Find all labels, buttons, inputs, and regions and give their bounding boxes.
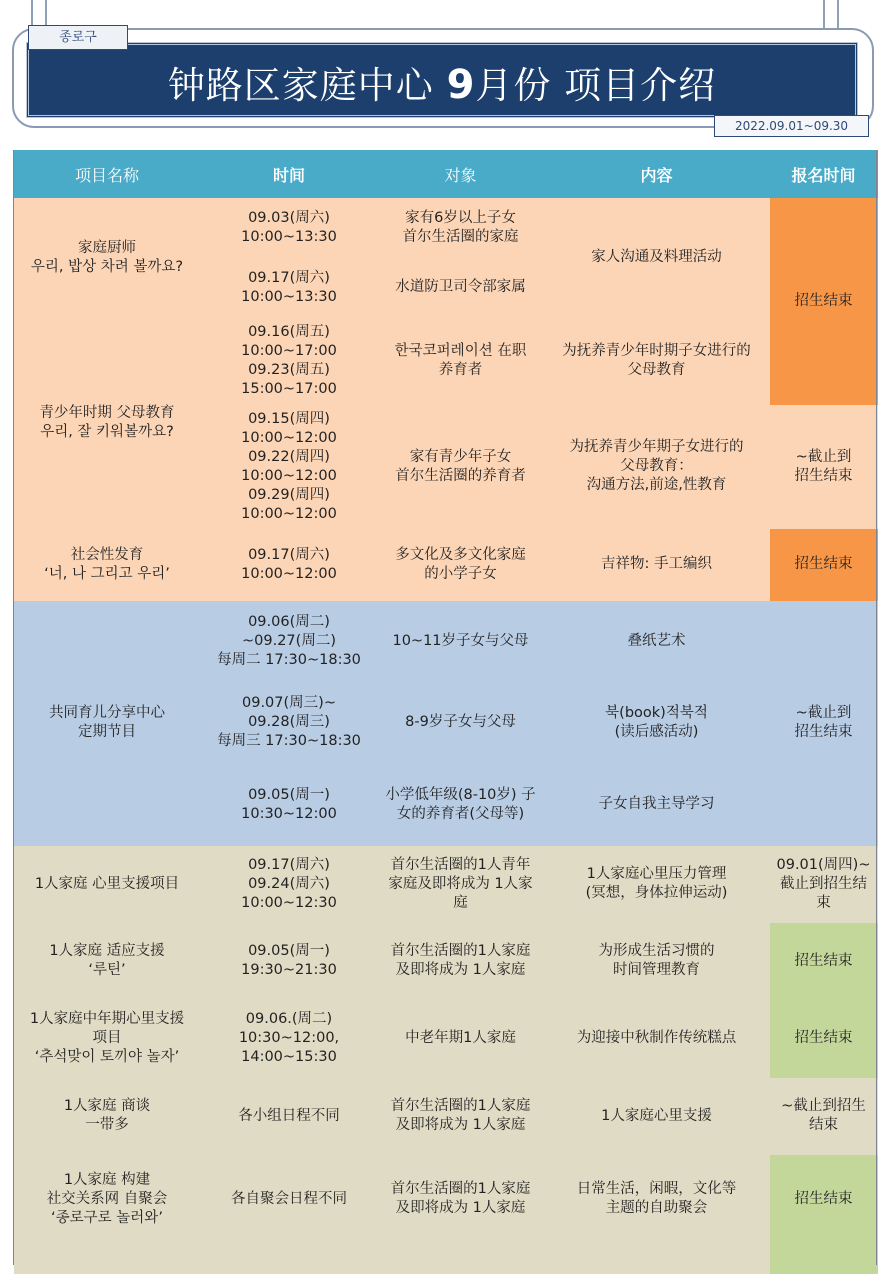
program-time: 09.05(周一) 19:30~21:30: [201, 923, 378, 1000]
registration-status: 招生结束: [770, 529, 878, 601]
program-time: 09.05(周一) 10:30~12:00: [201, 764, 378, 846]
program-name: 1人家庭 构建 社交关系网 自聚会 ‘종로구로 놀러와’: [14, 1155, 201, 1244]
table-row: [14, 318, 878, 405]
program-name: 青少年时期 父母教育 우리, 잘 키워볼까요?: [14, 318, 201, 529]
table-row: [14, 923, 878, 1000]
program-time: 09.16(周五) 10:00~17:00 09.23(周五) 15:00~17:00: [201, 318, 378, 405]
table-row: [14, 1078, 878, 1155]
program-time: 09.06.(周二) 10:30~12:00, 14:00~15:30: [201, 1000, 378, 1078]
program-time: 09.03(周六) 10:00~13:30: [201, 198, 378, 258]
table-row: [14, 1155, 878, 1244]
program-content: 子女自我主导学习: [544, 764, 770, 846]
program-time: 各小组日程不同: [201, 1078, 378, 1155]
program-content: 为抚养青少年时期子女进行的 父母教育: [544, 318, 770, 405]
program-target: 8-9岁子女与父母: [378, 682, 544, 764]
program-target: 家有青少年子女 首尔生活圈的养育者: [378, 405, 544, 529]
program-time: 09.17(周六) 09.24(周六) 10:00~12:30: [201, 846, 378, 923]
program-name: 1人家庭 适应支援 ‘루틴’: [14, 923, 201, 1000]
empty-cell: [378, 1244, 544, 1274]
program-content: 1人家庭心里支援: [544, 1078, 770, 1155]
registration-status: 招生结束: [770, 1155, 878, 1244]
program-target: 首尔生活圈的1人家庭 及即将成为 1人家庭: [378, 1078, 544, 1155]
title-month: 9: [446, 62, 476, 108]
program-time: 各自聚会日程不同: [201, 1155, 378, 1244]
program-name: 共同育儿分享中心 定期节目: [14, 601, 201, 846]
program-time: 09.07(周三)~ 09.28(周三) 每周三 17:30~18:30: [201, 682, 378, 764]
date-range-tag: 2022.09.01~09.30: [714, 115, 869, 137]
program-content: 家人沟通及料理活动: [544, 198, 770, 318]
registration-status: ~截止到 招生结束: [770, 405, 878, 529]
program-target: 中老年期1人家庭: [378, 1000, 544, 1078]
program-target: 多文化及多文化家庭 的小学子女: [378, 529, 544, 601]
program-time: 09.15(周四) 10:00~12:00 09.22(周四) 10:00~12:00 09.29(周四) 10:00~12:00: [201, 405, 378, 529]
program-name: 1人家庭 商谈 一带多: [14, 1078, 201, 1155]
table-row: [14, 1000, 878, 1078]
program-content: 1人家庭心里压力管理 (冥想，身体拉伸运动): [544, 846, 770, 923]
program-time: 09.17(周六) 10:00~12:00: [201, 529, 378, 601]
table-row: [14, 198, 878, 258]
program-target: 家有6岁以上子女 首尔生活圈的家庭: [378, 198, 544, 258]
title-banner: [26, 42, 858, 118]
registration-status: 09.01(周四)~ 截止到招生结 束: [770, 846, 878, 923]
table-row: [14, 846, 878, 923]
program-content: 为迎接中秋制作传统糕点: [544, 1000, 770, 1078]
program-content: 日常生活，闲暇，文化等 主题的自助聚会: [544, 1155, 770, 1244]
col-header-registration: 报名时间: [770, 151, 878, 198]
col-header-target: 对象: [378, 151, 544, 198]
table-row: [14, 601, 878, 682]
empty-cell: [544, 1244, 770, 1274]
empty-cell: [770, 1244, 878, 1274]
program-content: 叠纸艺术: [544, 601, 770, 682]
registration-status: 招生结束: [770, 923, 878, 1000]
program-content: 为抚养青少年期子女进行的 父母教育： 沟通方法,前途,性教育: [544, 405, 770, 529]
program-time: 09.17(周六) 10:00~13:30: [201, 258, 378, 318]
program-target: 水道防卫司令部家属: [378, 258, 544, 318]
col-header-time: 时间: [201, 151, 378, 198]
program-time: 09.06(周二) ~09.27(周二) 每周二 17:30~18:30: [201, 601, 378, 682]
program-content: 吉祥物: 手工编织: [544, 529, 770, 601]
table-header-row: [14, 151, 878, 198]
program-target: 首尔生活圈的1人青年 家庭及即将成为 1人家 庭: [378, 846, 544, 923]
col-header-name: 项目名称: [14, 151, 201, 198]
title-suffix: 月份 项目介绍: [475, 64, 717, 107]
program-content: 为形成生活习惯的 时间管理教育: [544, 923, 770, 1000]
program-table: [13, 150, 878, 1274]
registration-status: 招生结束: [770, 198, 878, 405]
program-name: 1人家庭 心里支援项目: [14, 846, 201, 923]
col-header-content: 内容: [544, 151, 770, 198]
registration-status: ~截止到 招生结束: [770, 601, 878, 846]
program-name: 1人家庭中年期心里支援 项目 ‘추석맞이 토끼야 놀자’: [14, 1000, 201, 1078]
table-row-partial: [14, 1244, 878, 1274]
table-row: [14, 529, 878, 601]
program-name: 家庭厨师 우리, 밥상 차려 볼까요?: [14, 198, 201, 318]
district-tag: 종로구: [28, 25, 128, 50]
empty-cell: [14, 1244, 201, 1274]
empty-cell: [201, 1244, 378, 1274]
program-target: 小学低年级(8-10岁) 子 女的养育者(父母等): [378, 764, 544, 846]
program-name: 社会性发育 ‘너, 나 그리고 우리’: [14, 529, 201, 601]
program-target: 10~11岁子女与父母: [378, 601, 544, 682]
registration-status: ~截止到招生 结束: [770, 1078, 878, 1155]
program-target: 首尔生活圈的1人家庭 及即将成为 1人家庭: [378, 1155, 544, 1244]
program-target: 首尔生活圈的1人家庭 及即将成为 1人家庭: [378, 923, 544, 1000]
program-content: 북(book)적북적 (读后感活动): [544, 682, 770, 764]
page-title: [29, 55, 855, 109]
title-prefix: 钟路区家庭中心: [167, 64, 447, 107]
program-target: 한국코퍼레이션 在职 养育者: [378, 318, 544, 405]
registration-status: 招生结束: [770, 1000, 878, 1078]
